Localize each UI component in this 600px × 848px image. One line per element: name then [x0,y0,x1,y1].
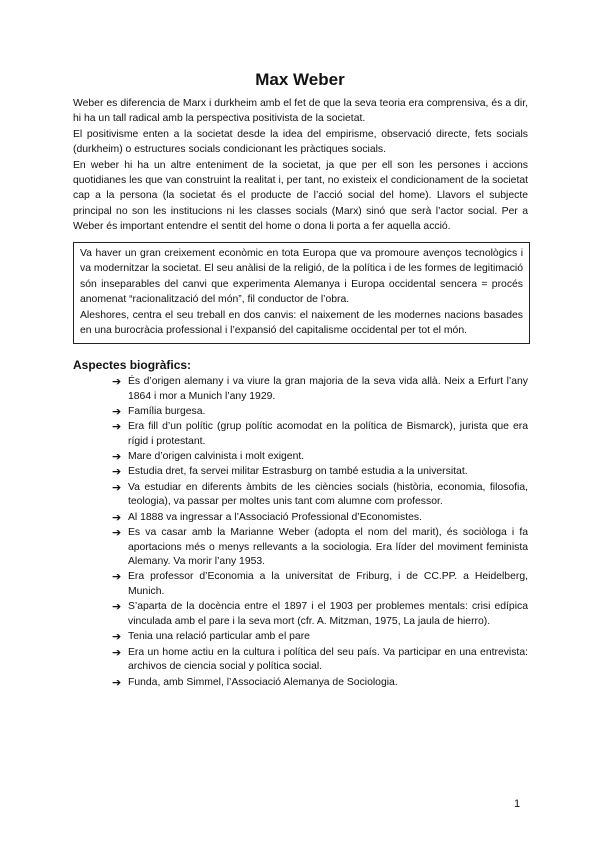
list-item-text: Mare d’origen calvinista i molt exigent. [128,451,305,463]
intro-paragraph: En weber hi ha un altre enteniment de la societat, ja que per ell son les persones i accions quotidianes les que van construint la realitat i, per tant, no existeix el condicionament de la societat cap a la persona (la societat és el producte de l’acció social del home). Llavors el subjecte principal no son les institucions ni les classes socials (Marx) sinó que serà l’actor social. Per a Weber és important entendre el sentit del home o dona li porta a fer aquella acció. [73,159,528,233]
list-item-text: Funda, amb Simmel, l’Associació Alemanya de Sociologia. [128,676,398,688]
biography-list [113,375,528,691]
arrow-right-icon: ➔ [112,601,122,614]
arrow-right-icon: ➔ [112,646,122,659]
list-item-text: Tenia una relació particular amb el pare [128,631,310,643]
list-item-text: Era fill d’un polític (grup polític acomodat en la política de Bismarck), jurista que era rígid i protestant. [128,421,528,447]
arrow-right-icon: ➔ [112,481,122,494]
list-item [113,570,528,600]
list-item-text: Es va casar amb la Marianne Weber (adopta el nom del marit), és sociòloga i fa aportacions més o menys rellevants a la sociologia. Era líder del moviment feminista Alemany. Va morir l’any 1953. [128,526,528,568]
context-box [73,242,530,344]
list-item-text: Família burgesa. [128,405,206,417]
list-item-text: S’aparta de la docència entre el 1897 i el 1903 per problemes mentals: crisi edípica vinculada amb el pare i la seva mort (cfr. A. Mitzman, 1975, La jaula de hierro). [128,601,528,628]
intro-text [73,96,528,235]
arrow-right-icon: ➔ [112,571,122,584]
intro-paragraph: Weber es diferencia de Marx i durkheim amb el fet de que la seva teoria era comprensiva, és a dir, hi ha un tall radical amb la perspectiva positivista de la societat. [73,98,528,125]
arrow-right-icon: ➔ [112,526,122,539]
list-item-text: Era professor d’Economia a la universitat de Friburg, i de CC.PP. a Heidelberg, Munich. [128,571,528,598]
arrow-right-icon: ➔ [112,631,122,644]
list-item [113,450,528,465]
arrow-right-icon: ➔ [112,421,122,434]
list-item-text: Va estudiar en diferents àmbits de les ciències socials (història, economia, filosofia, teologia), va passar per moltes unis tant com alumne com professor. [128,481,528,508]
list-item [113,526,528,570]
list-item [113,375,528,405]
arrow-right-icon: ➔ [112,466,122,479]
list-item [113,676,528,691]
page-number: 1 [514,798,521,810]
intro-paragraph: El positivisme enten a la societat desde la idea del empirisme, observació directe, fets socials (durkheim) o estructures socials condicionant les pràctiques socials. [73,128,528,156]
list-item [113,511,528,526]
arrow-right-icon: ➔ [112,405,122,418]
arrow-right-icon: ➔ [112,451,122,464]
arrow-right-icon: ➔ [112,676,122,689]
list-item [113,600,528,630]
list-item-text: És d’origen alemany i va viure la gran majoria de la seva vida allà. Neix a Erfurt l’any 1864 i mor a Munich l’any 1929. [128,376,528,402]
section-title-biography: Aspectes biogràfics: [73,358,192,372]
list-item [113,465,528,480]
list-item-text: Estudia dret, fa servei militar Estrasburg on també estudia a la universitat. [128,466,468,478]
list-item [113,420,528,450]
list-item-text: Era un home actiu en la cultura i política del seu país. Va participar en una entrevista: archivos de ciencia social y política social. [128,646,528,673]
arrow-right-icon: ➔ [112,376,122,388]
context-paragraph: Aleshores, centra el seu treball en dos canvis: el naixement de les modernes nacions basades en una burocràcia professional i l’expansió del capitalisme occidental per tot el món. [80,309,523,337]
list-item [113,646,528,676]
list-item [113,481,528,511]
list-item [113,405,528,420]
arrow-right-icon: ➔ [112,511,122,524]
list-item [113,630,528,645]
page-title: Max Weber [255,70,345,89]
list-item-text: Al 1888 va ingressar a l’Associació Professional d’Economistes. [128,511,422,523]
context-paragraph: Va haver un gran creixement econòmic en tota Europa que va promoure avenços tecnològics i va modernitzar la societat. El seu anàlisi de la religió, de la política i de les formes de legitimació són inseparables del canvi que experimenta Alemanya i Europa occidental sencera = procés anomenat “racionalització del món”, fil conductor de l’obra. [80,248,523,306]
